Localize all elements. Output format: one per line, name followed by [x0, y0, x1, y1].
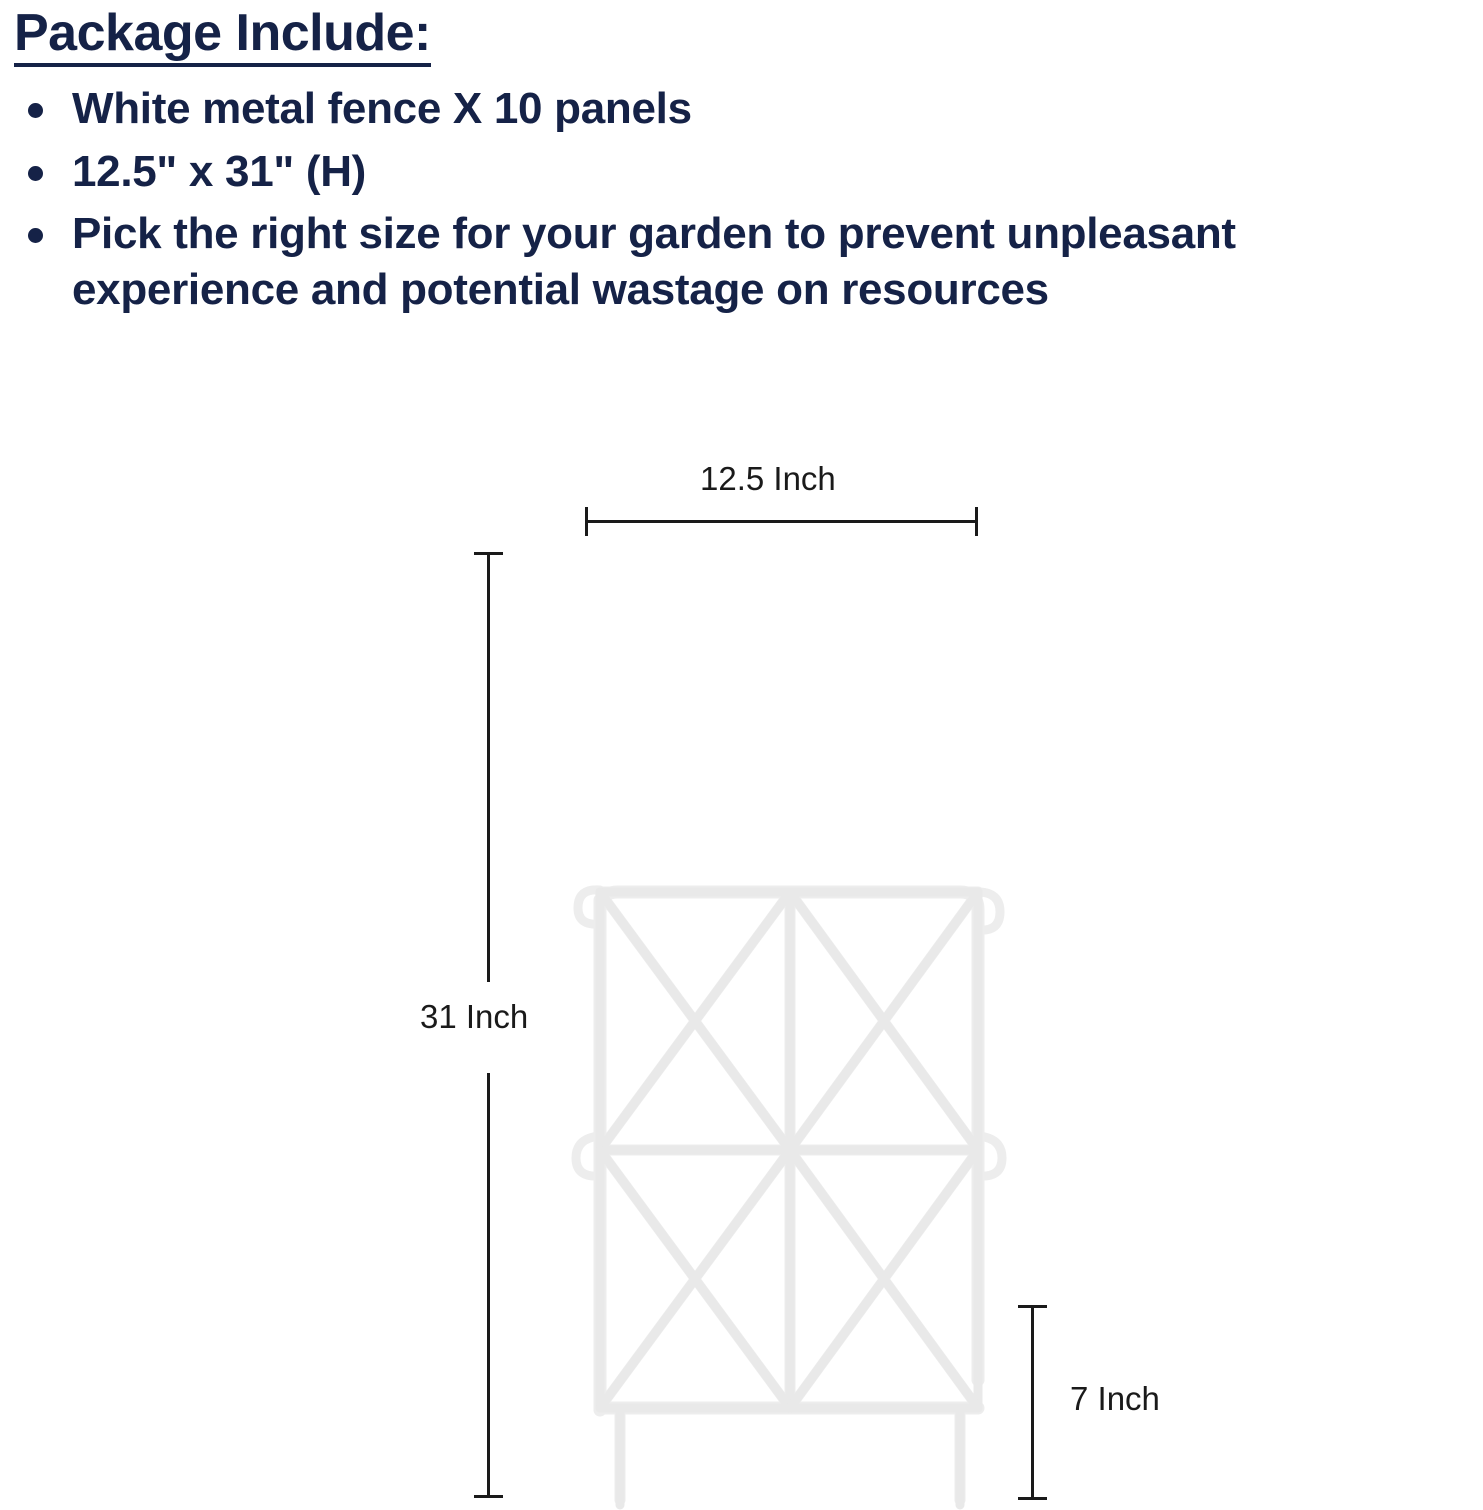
height-dimension-line-upper	[487, 552, 490, 982]
list-item-label: Pick the right size for your garden to prevent unpleasant experience and potential wastage on resources	[72, 208, 1236, 315]
fence-dimension-diagram	[0, 430, 1483, 1500]
width-dimension-label: 12.5 Inch	[700, 460, 836, 497]
list-item	[14, 144, 1474, 200]
package-include-block	[14, 4, 1474, 324]
list-item	[14, 206, 1474, 319]
page-title: Package Include:	[14, 4, 431, 67]
height-dimension-cap-top	[474, 552, 503, 555]
list-item-label: White metal fence X 10 panels	[72, 84, 692, 134]
bullet-icon	[28, 103, 43, 118]
list-item	[14, 81, 1474, 137]
height-dimension-cap-bottom	[474, 1495, 503, 1498]
fence-panel-illustration	[520, 520, 1080, 1510]
stake-dimension-label: 7 Inch	[1070, 1380, 1160, 1417]
package-bullet-list	[14, 81, 1474, 318]
bullet-icon	[28, 228, 43, 243]
height-dimension-line-lower	[487, 1073, 490, 1498]
height-dimension-label: 31 Inch	[420, 998, 529, 1035]
list-item-label: 12.5" x 31" (H)	[72, 146, 367, 196]
bullet-icon	[28, 166, 43, 181]
